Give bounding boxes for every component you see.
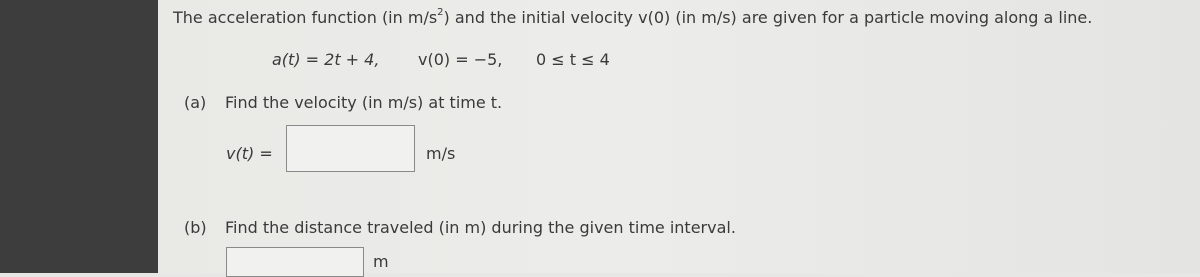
intro-text-part2: ) and the initial velocity v(0) (in m/s) are given for a particle moving along a line. xyxy=(443,8,1093,27)
intro-text-part1: The acceleration function (in m/s xyxy=(173,8,438,27)
part-a-label: (a) xyxy=(184,93,207,112)
velocity-answer-label: v(t) = xyxy=(226,144,273,163)
intro-superscript: 2 xyxy=(437,6,444,18)
distance-unit: m xyxy=(373,252,389,271)
time-range: 0 ≤ t ≤ 4 xyxy=(536,50,610,69)
velocity-answer-input[interactable] xyxy=(286,125,415,172)
acceleration-equation: a(t) = 2t + 4, xyxy=(272,50,380,69)
initial-velocity-equation: v(0) = −5, xyxy=(418,50,503,69)
velocity-unit: m/s xyxy=(426,144,456,163)
problem-intro xyxy=(173,8,1092,27)
part-b-label: (b) xyxy=(184,218,207,237)
part-a-question: Find the velocity (in m/s) at time t. xyxy=(225,93,503,112)
part-b-question: Find the distance traveled (in m) during the given time interval. xyxy=(225,218,736,237)
left-dark-strip xyxy=(0,0,158,273)
